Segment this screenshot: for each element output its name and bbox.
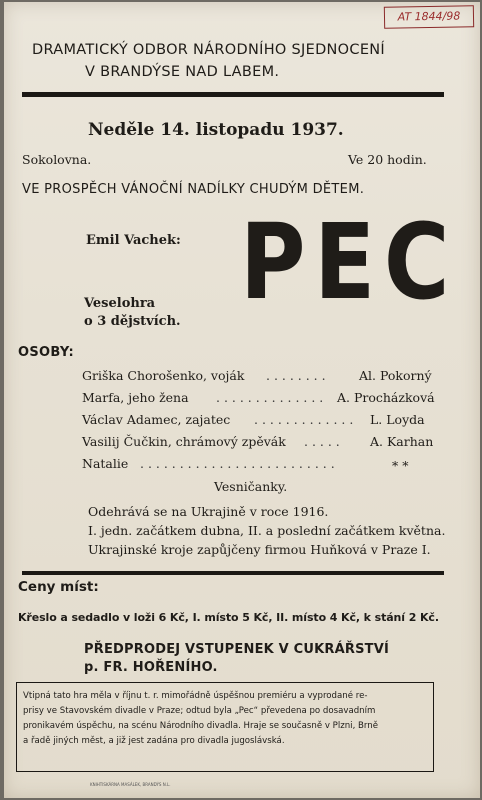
start-time: Ve 20 hodin. (348, 152, 427, 167)
note-line1: Vtipná tato hra měla v říjnu t. r. mimořádně úspěšnou premiéru a vyprodané re- (23, 691, 368, 701)
printer-imprint: KNIHTISKÁRNA MASÁLEK, BRANDÝS N.L. (90, 782, 171, 787)
note-line3: pronikavém úspěchu, na scénu Národního divadla. Hraje se současně v Plzni, Brně (23, 721, 379, 731)
cast-actor: A. Procházková (337, 390, 435, 405)
play-title: PEC (240, 201, 459, 323)
presale-line1: PŘEDPRODEJ VSTUPENEK V CUKRÁŘSTVÍ (84, 642, 390, 657)
organizer-line1: DRAMATICKÝ ODBOR NÁRODNÍHO SJEDNOCENÍ (32, 42, 386, 58)
top-rule (22, 92, 444, 97)
setting-line1: Odehrává se na Ukrajině v roce 1916. (88, 504, 329, 519)
organizer-line2: V BRANDÝSE NAD LABEM. (85, 64, 280, 80)
note-box (16, 682, 434, 772)
setting-line3: Ukrajinské kroje zapůjčeny firmou Huňková v Praze I. (88, 542, 431, 557)
prices-line: Křeslo a sedadlo v loži 6 Kč, I. místo 5 Kč, II. místo 4 Kč, k stání 2 Kč. (18, 611, 439, 624)
dot-leader: . . . . . (304, 434, 340, 449)
dot-leader: . . . . . . . . . . . . . . (216, 390, 324, 405)
cast-role: Griška Chorošenko, voják (82, 368, 245, 383)
prices-heading: Ceny míst: (18, 579, 99, 595)
cast-role: Natalie (82, 456, 129, 471)
cast-role: Vasilij Čučkin, chrámový zpěvák (82, 434, 286, 449)
extras: Vesničanky. (214, 479, 288, 494)
performance-date: Neděle 14. listopadu 1937. (88, 120, 344, 140)
cast-role: Václav Adamec, zajatec (82, 412, 231, 427)
venue: Sokolovna. (22, 152, 92, 167)
author: Emil Vachek: (86, 233, 181, 248)
cast-actor: * * (392, 458, 409, 473)
presale-line2: p. FR. HOŘENÍHO. (84, 660, 218, 675)
cast-role: Marfa, jeho žena (82, 390, 189, 405)
middle-rule (22, 571, 444, 575)
poster (4, 2, 480, 798)
note-line4: a řadě jiných měst, a již jest zadána pro divadla jugoslávská. (23, 736, 285, 746)
dot-leader: . . . . . . . . (266, 368, 326, 383)
cast-actor: A. Karhan (370, 434, 434, 449)
cast-heading: OSOBY: (18, 345, 74, 360)
benefit-line: VE PROSPĚCH VÁNOČNÍ NADÍLKY CHUDÝM DĚTEM. (22, 182, 365, 197)
dot-leader: . . . . . . . . . . . . . (254, 412, 354, 427)
dot-leader: . . . . . . . . . . . . . . . . . . . . . . . . . (140, 456, 335, 471)
archive-stamp: AT 1844/98 (384, 5, 474, 29)
genre-line2: o 3 dějstvích. (84, 314, 181, 329)
genre-line1: Veselohra (84, 296, 156, 311)
cast-actor: L. Loyda (370, 412, 425, 427)
note-line2: prisy ve Stavovském divadle v Praze; odtud byla „Pec“ převedena po dosavadním (23, 706, 376, 716)
setting-line2: I. jedn. začátkem dubna, II. a poslední začátkem května. (88, 523, 446, 538)
cast-actor: Al. Pokorný (359, 368, 432, 383)
